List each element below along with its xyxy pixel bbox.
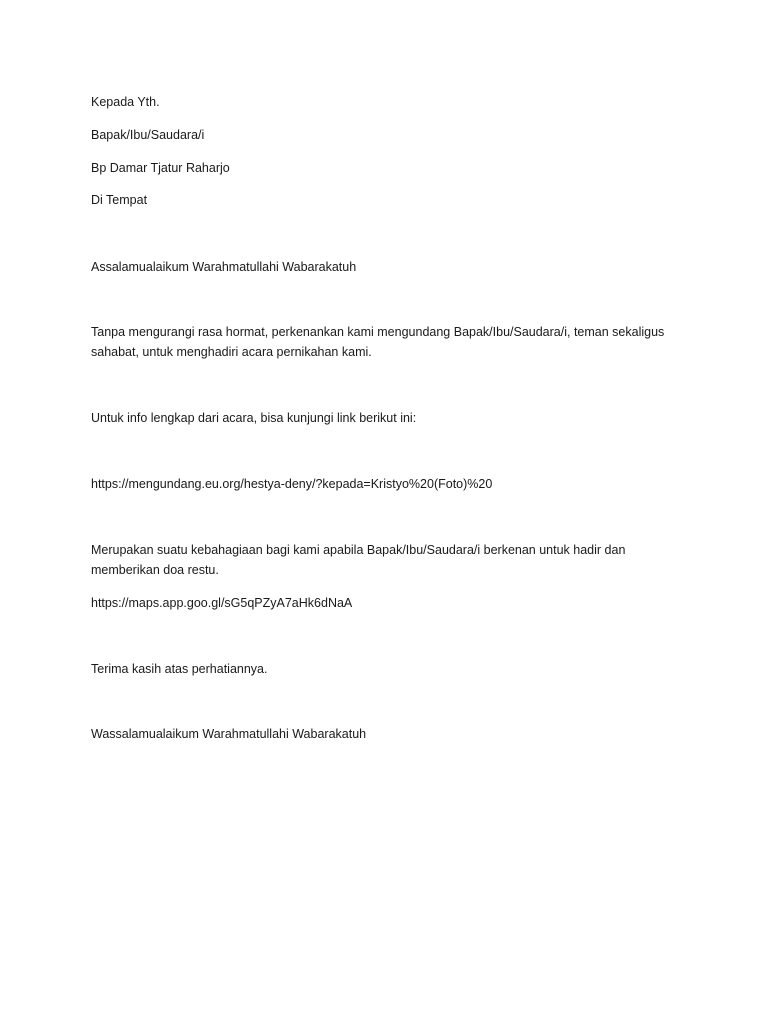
paragraph-happiness: Merupakan suatu kebahagiaan bagi kami apabila Bapak/Ibu/Saudara/i berkenan untuk hadir dan memberikan doa restu. — [91, 543, 626, 577]
recipient-place: Di Tempat — [91, 193, 148, 207]
invitation-link-text[interactable]: https://mengundang.eu.org/hestya-deny/?kepada=Kristyo%20(Foto)%20 — [91, 477, 493, 491]
maps-link-text[interactable]: https://maps.app.goo.gl/sG5qPZyA7aHk6dNaA — [91, 596, 353, 610]
maps-link — [91, 593, 691, 613]
paragraph-invitation: Tanpa mengurangi rasa hormat, perkenankan kami mengundang Bapak/Ibu/Saudara/i, teman sekaligus sahabat, untuk menghadiri acara pernikahan kami. — [91, 325, 665, 359]
paragraph-info: Untuk info lengkap dari acara, bisa kunjungi link berikut ini: — [91, 411, 417, 425]
invitation-link — [91, 474, 691, 494]
closing-salam: Wassalamualaikum Warahmatullahi Wabarakatuh — [91, 727, 367, 741]
recipient-title: Bapak/Ibu/Saudara/i — [91, 128, 205, 142]
recipient-name: Bp Damar Tjatur Raharjo — [91, 161, 230, 175]
opening-salam: Assalamualaikum Warahmatullahi Wabarakatuh — [91, 260, 357, 274]
thanks-text: Terima kasih atas perhatiannya. — [91, 662, 268, 676]
greeting-to: Kepada Yth. — [91, 95, 160, 109]
